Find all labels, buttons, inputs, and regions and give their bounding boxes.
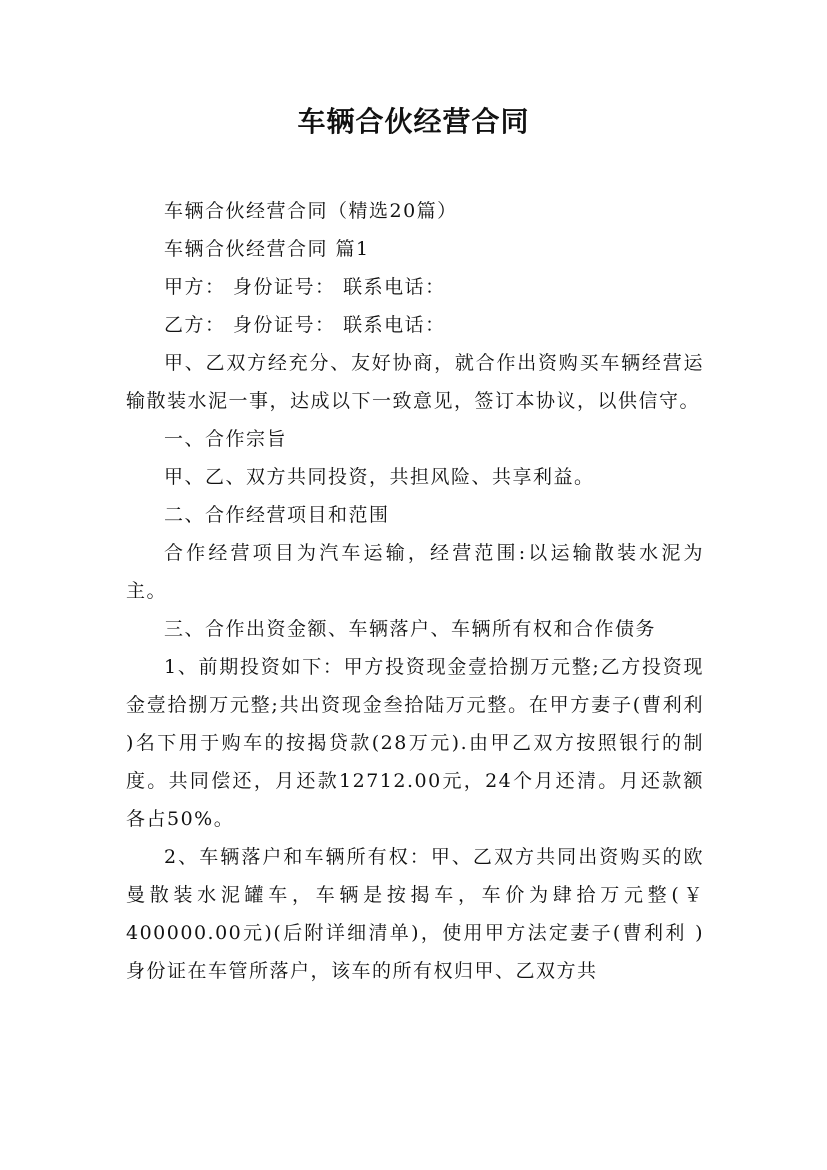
- paragraph-party-a: 甲方： 身份证号： 联系电话：: [164, 276, 446, 298]
- paragraph-purpose: 甲、乙、双方共同投资，共担风险、共享利益。: [164, 466, 595, 488]
- paragraph-clause-2: 2、车辆落户和车辆所有权：甲、乙双方共同出资购买的欧曼散装水泥罐车，车辆是按揭车，车价为肆拾万元整(￥ 400000.00元)(后附详细清单)，使用甲方法定妻子(曹利利 )身份证在车管所落户，该车的所有权归甲、乙双方共: [126, 846, 704, 982]
- paragraph-preamble: 甲、乙双方经充分、友好协商，就合作出资购买车辆经营运输散装水泥一事，达成以下一致意见，签订本协议，以供信守。: [126, 352, 704, 412]
- paragraph-subtitle: 车辆合伙经营合同（精选20篇）: [164, 200, 458, 222]
- paragraph-party-b: 乙方： 身份证号： 联系电话：: [164, 314, 446, 336]
- paragraph-scope: 合作经营项目为汽车运输，经营范围:以运输散装水泥为主。: [126, 542, 704, 602]
- paragraph-section-heading: 车辆合伙经营合同 篇1: [164, 238, 370, 260]
- paragraph-heading-purpose: 一、合作宗旨: [164, 428, 288, 450]
- paragraph-heading-investment: 三、合作出资金额、车辆落户、车辆所有权和合作债务: [164, 618, 657, 640]
- document-title: 车辆合伙经营合同: [297, 105, 530, 138]
- document-body: [126, 192, 704, 990]
- paragraph-clause-1: 1、前期投资如下：甲方投资现金壹拾捌万元整;乙方投资现金壹拾捌万元整;共出资现金叁拾陆万元整。在甲方妻子(曹利利 )名下用于购车的按揭贷款(28万元).由甲乙双方按照银行的制度。共同偿还，月还款12712.00元，24个月还清。月还款额各占50%。: [126, 656, 704, 830]
- paragraph-heading-scope: 二、合作经营项目和范围: [164, 504, 390, 526]
